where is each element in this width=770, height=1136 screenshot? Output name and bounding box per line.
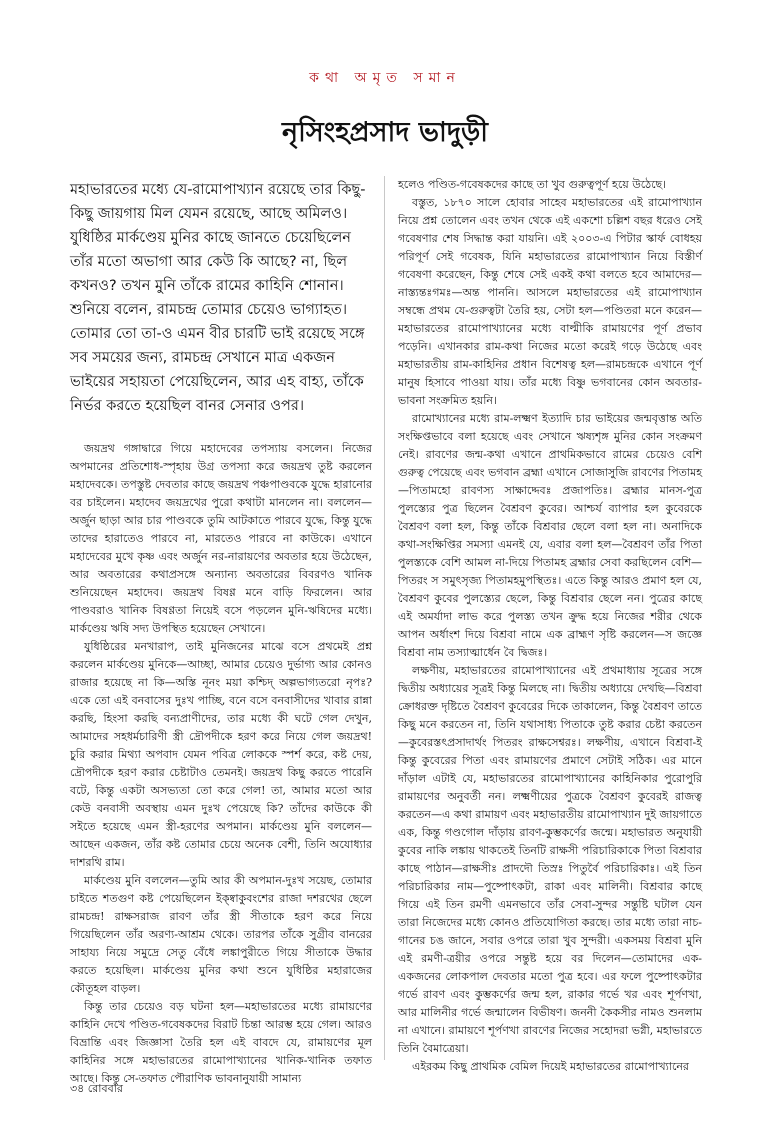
page-footer: ৩৪ রোববার bbox=[70, 1082, 123, 1095]
right-column bbox=[398, 176, 702, 1073]
left-column bbox=[70, 440, 372, 1085]
section-header: কথা অমৃত সমান bbox=[309, 70, 461, 86]
paragraph: কিন্তু তার চেয়েও বড় ঘটনা হল—মহাভারতের মধ্যে রামায়ণের কাহিনি দেখে পণ্ডিত-গবেষকদের বিরাট চিন্তা আরম্ভ হয়ে গেল। আরও বিভ্রান্তি এবং জিজ্ঞাসা তৈরি হল এই বাবদে যে, রামায়ণের মূল কাহিনির সঙ্গে মহাভারতের রামোপাখ্যানের খানিক-খানিক তফাত আছে। কিন্তু সে-তফাত পৌরাণিক ভাবনানুযায়ী সামান্য bbox=[70, 1000, 372, 1085]
column-divider bbox=[384, 176, 385, 1060]
paragraph: লক্ষণীয়, মহাভারতের রামোপাখ্যানের এই প্রথমাধ্যায় সূত্রের সঙ্গে দ্বিতীয় অধ্যায়ের সূত্রই কিন্তু মিলছে না। দ্বিতীয় অধ্যায়ে দেখছি—বিশ্রবা ক্রোধরক্ত দৃষ্টিতে বৈশ্রবণ কুবেরের দিকে তাকালেন, কিন্তু বৈশ্রবণ তাতে কিছু মনে করতেন না, তিনি যথাসাধ্য পিতাকে তুষ্ট করার চেষ্টা করতেন—কুবেরস্তৎপ্রসাদার্থং পিতরং রাক্ষসেশ্বরঃ। লক্ষণীয়, এখানে বিশ্রবা-ই কিন্তু কুবেরের পিতা এবং রামায়ণের প্রমাণে সেটাই সঠিক। এর মানে দাঁড়াল এটাই যে, মহাভারতের রামোপাখ্যানের কাহিনিকার পুরোপুরি রামায়ণের অনুবর্তী নন। লক্ষ্মণীয়ের পুত্রকে বৈশ্রবণ কুবেরই রাজত্ব করতেন—এ কথা রামায়ণ এবং মহাভারতীয় রামোপাখ্যান দুই জায়গাতে এক, কিন্তু গণ্ডগোল দাঁড়ায় রাবণ-কুম্ভকর্ণের জন্মে। মহাভারত অনুযায়ী কুবের নাকি লঙ্কায় থাকতেই তিনটি রাক্ষসী পরিচারিকাকে পিতা বিশ্রবার কাছে পাঠান—রাক্ষসীঃ প্রাদদৌ তিস্রঃ পিতুর্বৈ পরিচারিকাঃ। এই তিন পরিচারিকার নাম—পুষ্পোৎকটা, রাকা এবং মালিনী। বিশ্রবার কাছে গিয়ে এই তিন রমণী এমনভাবে তাঁর সেবা-সুন্দর সন্তুষ্টি ঘটাল যেন তারা নিজেদের মধ্যে কোনও প্রতিযোগিতা করছে। তার মধ্যে তারা নাচ-গানের চঙ জানে, সবার ওপরে তারা খুব সুন্দরী। একসময় বিশ্রবা মুনি এই রমণী-ত্রয়ীর ওপরে সন্তুষ্ট হয়ে বর দিলেন—তোমাদের এক-একজনের লোকপাল দেবতার মতো পুত্র হবে। এর ফলে পুষ্পোৎকটার গর্ভে রাবণ এবং কুম্ভকর্ণের জন্ম হল, রাকার গর্ভে খর এবং শূর্পণখা, আর মালিনীর গর্ভে জন্মালেন বিভীষণ। জননী কৈকসীর নামও শুনলাম না এখানে। রামায়ণে শূর্পণখা রাবণের নিজের সহোদরা ভগ্নী, মহাভারতে তিনি বৈমাত্রেয়া। bbox=[398, 664, 702, 1055]
paragraph: জয়দ্রথ গঙ্গাদ্বারে গিয়ে মহাদেবের তপস্যায় বসলেন। নিজের অপমানের প্রতিশোধ-স্পৃহায় উগ্র তপস্যা করে জয়দ্রথ তুষ্ট করলেন মহাদেবকে। তপস্তুষ্ট দেবতার কাছে জয়দ্রথ পঞ্চপাণ্ডবকে যুদ্ধে হারানোর বর চাইলেন। মহাদেব জয়দ্রথের পুরো কথাটা মানলেন না। বললেন—অর্জুন ছাড়া আর চার পাণ্ডবকে তুমি আটকাতে পারবে যুদ্ধে, কিন্তু যুদ্ধে তাদের হারাতেও পারবে না, মারতেও পারবে না কাউকে। এখানে মহাদেবের মুখে কৃষ্ণ এবং অর্জুন নর-নারায়ণের অবতার হয়ে উঠেছেন, আর অবতারের কথাপ্রসঙ্গে অন্যান্য অবতারের বিবরণও খানিক শুনিয়েছেন মহাদেব। জয়দ্রথ বিষণ্ণ মনে বাড়ি ফিরলেন। আর পাণ্ডবরাও খানিক বিষণ্ণতা নিয়েই বসে পড়লেন মুনি-ঋষিদের মধ্যে। মার্কণ্ডেয় ঋষি সদ্য উপস্থিত হয়েছেন সেখানে। bbox=[70, 442, 372, 635]
paragraph: এইরকম কিছু প্রাথমিক বেমিল দিয়েই মহাভারতের রামোপাখ্যানের bbox=[412, 1060, 689, 1073]
paragraph: মার্কণ্ডেয় মুনি বললেন—তুমি আর কী অপমান-দুঃখ সয়েছ, তোমার চাইতে শতগুণ কষ্ট পেয়েছিলেন ইক্ষ্বাকুবংশের রাজা দশরথের ছেলে রামচন্দ্র! রাক্ষসরাজ রাবণ তাঁর স্ত্রী সীতাকে হরণ করে নিয়ে গিয়েছিলেন তাঁর অরণ্য-আশ্রম থেকে। তারপর তাঁকে সুগ্রীব বানরের সাহায্য নিয়ে সমুদ্রে সেতু বেঁধে লঙ্কাপুরীতে গিয়ে সীতাকে উদ্ধার করতে হয়েছিল। মার্কণ্ডেয় মুনির কথা শুনে যুধিষ্ঠির মহারাজের কৌতূহল বাড়ল। bbox=[70, 874, 372, 995]
paragraph: বস্তুত, ১৮৭০ সালে হোবার সাহেব মহাভারতের এই রামোপাখ্যান নিয়ে প্রশ্ন তোলেন এবং তখন থেকে এই একশো চল্লিশ বছর ধরেও সেই গবেষণার শেষ সিদ্ধান্ত করা যায়নি। এই ২০০৩-এ পিটার স্কার্ফ বোধহয় পরিপূর্ণ সেই গবেষক, যিনি মহাভারতের রামোপাখ্যান নিয়ে বিস্তীর্ণ গবেষণা করেছেন, কিন্তু শেষে সেই একই কথা বলতে হবে আমাদের—নাস্ত্যন্তঃগমঃ—অন্ত পাননি। আসলে মহাভারতের এই রামোপাখ্যান সম্বন্ধে প্রথম যে-গুরুত্বটা তৈরি হয়, সেটা হল—পণ্ডিতরা মনে করেন—মহাভারতের রামোপাখ্যানের মধ্যে বাল্মীকি রামায়ণের পূর্ণ প্রভাব পড়েনি। এখানকার রাম-কথা নিজের মতো করেই গড়ে উঠেছে এবং মহাভারতীয় রাম-কাহিনির প্রধান বিশেষত্ব হল—রামচন্দ্রকে এখানে পূর্ণ মানুষ হিসাবে পাওয়া যায়। তাঁর মধ্যে বিষ্ণু ভগবানের কোন অবতার-ভাবনা সংক্রমিত হয়নি। bbox=[398, 196, 702, 407]
paragraph: রামোখ্যানের মধ্যে রাম-লক্ষ্মণ ইত্যাদি চার ভাইয়ের জন্মবৃত্তান্ত অতি সংক্ষিপ্তভাবে বলা হয়েছে এবং সেখানে ঋষ্যশৃঙ্গ মুনির কোন সংক্রমণ নেই। রাবণের জন্ম-কথা এখানে প্রাথমিকভাবে রামের চেয়েও বেশি গুরুত্ব পেয়েছে এবং ভগবান ব্রহ্মা এখানে সোজাসুজি রাবণের পিতামহ—পিতামহো রাবণস্য সাক্ষাদ্দেবঃ প্রজাপতিঃ। ব্রহ্মার মানস-পুত্র পুলস্ত্যের পুত্র ছিলেন বৈশ্রবণ কুবের। আশ্চর্য ব্যাপার হল কুবেরকে বৈশ্রবণ বলা হল, কিন্তু তাঁকে বিশ্রবার ছেলে বলা হল না। অনাদিকে কথা-সংক্ষিপ্তির সমস্যা এমনই যে, এবার বলা হল—বৈশ্রবণ তাঁর পিতা পুলস্ত্যকে বেশি আমল না-দিয়ে পিতামহ ব্রহ্মার সেবা করছিলেন বেশি—পিতরং স সমুৎসৃজ্য পিতামহমুপস্থিতঃ। এতে কিন্তু আরও প্রমাণ হল যে, বৈশ্রবণ কুবের পুলস্ত্যের ছেলে, কিন্তু বিশ্রবার ছেলে নন। পুত্রের কাছে এই অমর্যাদা লাভ করে পুলস্ত্য তখন ক্রুদ্ধ হয়ে নিজের শরীর থেকে আপন অর্ধাংশ দিয়ে বিশ্রবা নামে এক ব্রাহ্মণ সৃষ্টি করলেন—স জজ্ঞে বিশ্রবা নাম তস্যাত্মার্ধেন বৈ দ্বিজঃ। bbox=[398, 412, 702, 659]
author-name: নৃসিংহপ্রসাদ ভাদুড়ী bbox=[281, 117, 489, 148]
pull-quote: মহাভারতের মধ্যে যে-রামোপাখ্যান রয়েছে তার কিছু-কিছু জায়গায় মিল যেমন রয়েছে, আছে অমিলও। যুধিষ্ঠির মার্কণ্ডেয় মুনির কাছে জানতে চেয়েছিলেন তাঁর মতো অভাগা আর কেউ কি আছে? না, ছিল কখনও? তখন মুনি তাঁকে রামের কাহিনি শোনান। শুনিয়ে বলেন, রামচন্দ্র তোমার চেয়েও ভাগ্যাহত। তোমার তো তা-ও এমন বীর চারটি ভাই রয়েছে সঙ্গে সব সময়ের জন্য, রামচন্দ্র সেখানে মাত্র একজন ভাইয়ের সহায়তা পেয়েছিলেন, আর এহ বাহ্য, তাঁকে নির্ভর করতে হয়েছিল বানর সেনার ওপর। bbox=[70, 182, 366, 414]
paragraph: হলেও পণ্ডিত-গবেষকদের কাছে তা খুব গুরুত্বপূর্ণ হয়ে উঠেছে। bbox=[398, 178, 667, 191]
paragraph: যুধিষ্ঠিরের মনখারাপ, তাই মুনিজনের মাঝে বসে প্রথমেই প্রশ্ন করলেন মার্কণ্ডেয় মুনিকে—আচ্ছা, আমার চেয়েও দুর্ভাগ্য আর কোনও রাজার হয়েছে না কি—অস্তি নূনং ময়া কশ্চিদ্‌ অল্পভাগ্যতরো নৃপঃ? একে তো এই বনবাসের দুঃখ পাচ্ছি, বনে বসে বনবাসীদের খাবার রান্না করছি, হিংসা করছি বন্যপ্রাণীদের, তার মধ্যে কী ঘটে গেল দেখুন, আমাদের সহধর্মচারিণী স্ত্রী দ্রৌপদীকে হরণ করে নিয়ে গেল জয়দ্রথ! চুরি করার মিথ্যা অপবাদ যেমন পবিত্র লোককে স্পর্শ করে, কষ্ট দেয়, দ্রৌপদীকে হরণ করার চেষ্টাটাও তেমনই। জয়দ্রথ কিছু করতে পারেনি বটে, কিন্তু একটা অসভ্যতা তো করে গেল! তা, আমার মতো আর কেউ বনবাসী অবস্থায় এমন দুঃখ পেয়েছে কি? তাঁদের কাউকে কী সইতে হয়েছে এমন স্ত্রী-হরণের অপমান। মার্কণ্ডেয় মুনি বললেন—আছেন একজন, তাঁর কষ্ট তোমার চেয়ে অনেক বেশী, তিনি অযোধ্যার দাশরথি রাম। bbox=[70, 640, 372, 869]
